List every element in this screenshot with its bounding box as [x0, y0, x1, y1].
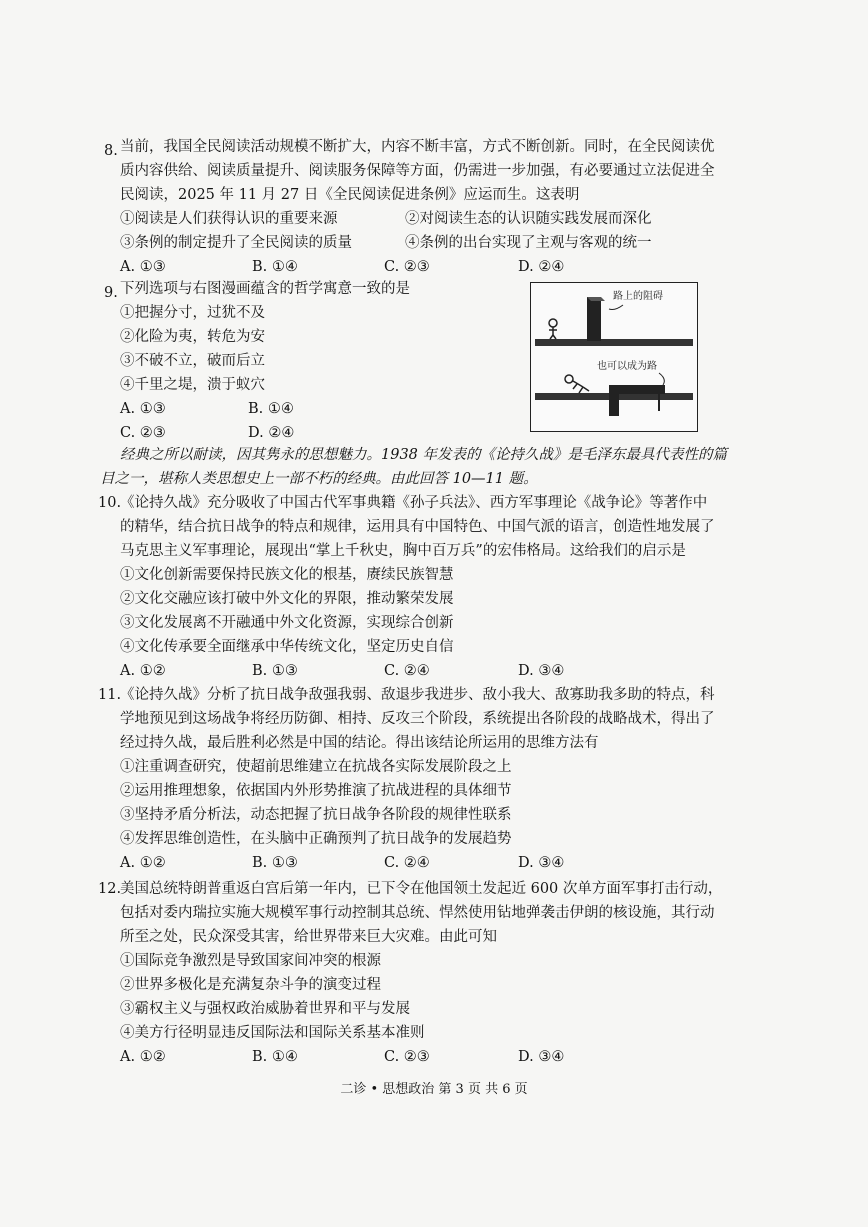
cartoon-label-bottom: 也可以成为路 [597, 361, 657, 372]
q9-item-1: ①把握分寸，过犹不及 [120, 305, 265, 321]
q9-item-4: ④千里之堤，溃于蚁穴 [120, 377, 265, 393]
q8-item-4: ④条例的出台实现了主观与客观的统一 [405, 235, 652, 251]
q11-option-b: B. ①③ [252, 855, 298, 871]
q10-option-a: A. ①② [120, 663, 166, 679]
q11-stem-line-1: 《论持久战》分析了抗日战争敌强我弱、敌退步我进步、敌小我大、敌寡助我多助的特点，科 [120, 687, 715, 703]
q10-option-d: D. ③④ [518, 663, 565, 679]
q12-item-1: ①国际竞争激烈是导致国家间冲突的根源 [120, 953, 381, 969]
q8-number: 8. [104, 143, 118, 159]
q11-item-1: ①注重调查研究，使超前思维建立在抗战各实际发展阶段之上 [120, 759, 512, 775]
q11-option-c: C. ②④ [384, 855, 430, 871]
q11-item-3: ③坚持矛盾分析法，动态把握了抗日战争各阶段的规律性联系 [120, 807, 512, 823]
q11-stem-line-2: 学地预见到这场战争将经历防御、相持、反攻三个阶段，系统提出各阶段的战略战术，得出了 [120, 711, 715, 727]
q9-cartoon [530, 282, 698, 432]
q9-stem: 下列选项与右图漫画蕴含的哲学寓意一致的是 [120, 281, 410, 297]
cartoon-fallen-wall-bridge [609, 385, 665, 394]
q12-option-c: C. ②③ [384, 1049, 430, 1065]
q9-number: 9. [104, 285, 118, 301]
cartoon-illustration [531, 283, 697, 431]
q9-option-c: C. ②③ [120, 425, 166, 441]
q8-option-c: C. ②③ [384, 259, 430, 275]
cartoon-figure-running [565, 375, 589, 393]
q11-number: 11. [98, 687, 122, 703]
cartoon-figure-standing [549, 319, 557, 339]
q10-option-c: C. ②④ [384, 663, 430, 679]
q8-stem-line-2: 质内容供给、阅读质量提升、阅读服务保障等方面，仍需进一步加强，有必要通过立法促进全 [120, 163, 715, 179]
q10-stem-line-2: 的精华，结合抗日战争的特点和规律，运用具有中国特色、中国气派的语言，创造性地发展了 [120, 519, 715, 535]
q12-stem-line-2: 包括对委内瑞拉实施大规模军事行动控制其总统、悍然使用钻地弹袭击伊朗的核设施，其行动 [120, 905, 715, 921]
q12-stem-line-3: 所至之处，民众深受其害，给世界带来巨大灾难。由此可知 [120, 929, 497, 945]
q9-option-b: B. ①④ [248, 401, 294, 417]
q11-option-a: A. ①② [120, 855, 166, 871]
cartoon-label-top: 路上的阻碍 [613, 291, 663, 302]
q10-item-4: ④文化传承要全面继承中华传统文化，坚定历史自信 [120, 639, 454, 655]
q12-stem-line-1: 美国总统特朗普重返白宫后第一年内，已下令在他国领土发起近 600 次单方面军事打击行动， [120, 881, 723, 897]
q12-option-b: B. ①④ [252, 1049, 298, 1065]
q10-stem-line-1: 《论持久战》充分吸收了中国古代军事典籍《孙子兵法》、西方军事理论《战争论》等著作中 [120, 495, 708, 511]
cartoon-wall-obstacle [587, 297, 601, 341]
q10-item-2: ②文化交融应该打破中外文化的界限，推动繁荣发展 [120, 591, 454, 607]
q10-stem-line-3: 马克思主义军事理论，展现出“掌上千秋史，胸中百万兵”的宏伟格局。这给我们的启示是 [120, 543, 686, 559]
q9-item-3: ③不破不立，破而后立 [120, 353, 265, 369]
q10-item-3: ③文化发展离不开融通中外文化资源，实现综合创新 [120, 615, 454, 631]
q8-option-d: D. ②④ [518, 259, 565, 275]
q8-stem-line-1: 当前，我国全民阅读活动规模不断扩大，内容不断丰富，方式不断创新。同时，在全民阅读优 [120, 139, 715, 155]
q11-stem-line-3: 经过持久战，最后胜利必然是中国的结论。得出该结论所运用的思维方法有 [120, 735, 599, 751]
q12-option-d: D. ③④ [518, 1049, 565, 1065]
cartoon-top-road [535, 339, 693, 346]
q11-option-d: D. ③④ [518, 855, 565, 871]
q10-option-b: B. ①③ [252, 663, 298, 679]
q8-option-a: A. ①③ [120, 259, 166, 275]
intro-line-1: 经典之所以耐读，因其隽永的思想魅力。1938 年发表的《论持久战》是毛泽东最具代表性的篇 [120, 447, 728, 463]
intro-line-2: 目之一，堪称人类思想史上一部不朽的经典。由此回答 10—11 题。 [100, 471, 538, 487]
q9-option-d: D. ②④ [248, 425, 295, 441]
q10-number: 10. [98, 495, 122, 511]
q8-item-1: ①阅读是人们获得认识的重要来源 [120, 211, 338, 227]
q12-item-4: ④美方行径明显违反国际法和国际关系基本准则 [120, 1025, 425, 1041]
q12-option-a: A. ①② [120, 1049, 166, 1065]
q8-item-3: ③条例的制定提升了全民阅读的质量 [120, 235, 352, 251]
q12-number: 12. [98, 881, 122, 897]
q11-item-4: ④发挥思维创造性，在头脑中正确预判了抗日战争的发展趋势 [120, 831, 512, 847]
q8-option-b: B. ①④ [252, 259, 298, 275]
q12-item-3: ③霸权主义与强权政治威胁着世界和平与发展 [120, 1001, 410, 1017]
q8-item-2: ②对阅读生态的认识随实践发展而深化 [405, 211, 652, 227]
q11-item-2: ②运用推理想象，依据国内外形势推演了抗战进程的具体细节 [120, 783, 512, 799]
page-footer: 二诊 • 思想政治 第 3 页 共 6 页 [340, 1082, 528, 1097]
q8-stem-line-3: 民阅读，2025 年 11 月 27 日《全民阅读促进条例》应运而生。这表明 [120, 187, 580, 203]
q9-item-2: ②化险为夷，转危为安 [120, 329, 265, 345]
q9-option-a: A. ①③ [120, 401, 166, 417]
q10-item-1: ①文化创新需要保持民族文化的根基，赓续民族智慧 [120, 567, 454, 583]
q12-item-2: ②世界多极化是充满复杂斗争的演变过程 [120, 977, 381, 993]
